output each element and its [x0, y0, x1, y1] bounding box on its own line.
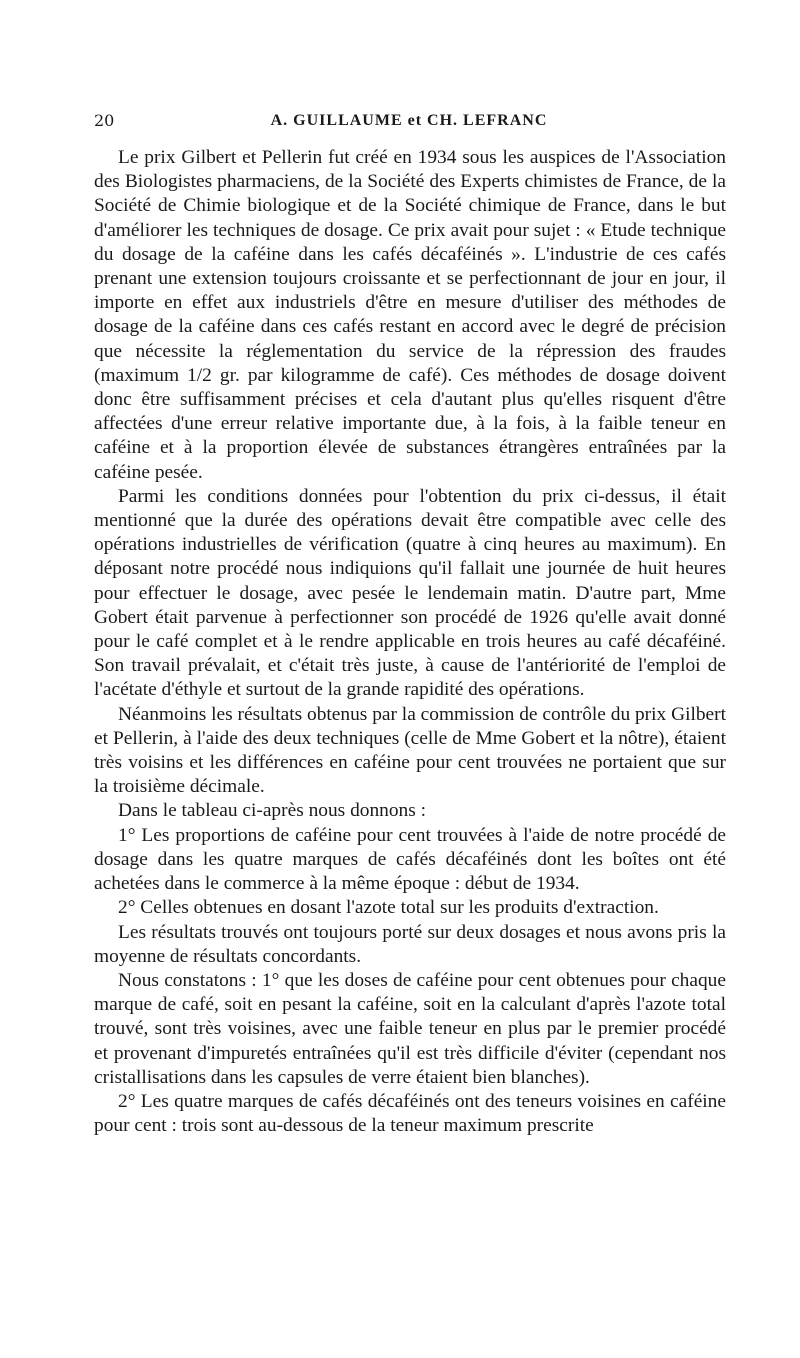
- paragraph: 2° Les quatre marques de cafés décaféinés ont des teneurs voisines en caféine pour cent : trois sont au-dessous de la teneur maximum prescrite: [94, 1090, 726, 1137]
- paragraph: 1° Les proportions de caféine pour cent trouvées à l'aide de notre procédé de dosage dans les quatre marques de cafés décaféinés dont les boîtes ont été achetées dans le commerce à la même époque : début de 1934.: [94, 824, 726, 895]
- paragraph: Néanmoins les résultats obtenus par la commission de contrôle du prix Gilbert et Pellerin, à l'aide des deux techniques (celle de Mme Gobert et la nôtre), étaient très voisins et les différences en caféine pour cent trouvées ne portaient que sur la troisième décimale.: [94, 703, 726, 798]
- paragraph: Parmi les conditions données pour l'obtention du prix ci-dessus, il était mentionné que la durée des opérations devait être compatible avec celle des opérations industrielles de vérification (quatre à cinq heures au maximum). En déposant notre procédé nous indiquions qu'il fallait une journée de huit heures pour effectuer le dosage, avec pesée le lendemain matin. D'autre part, Mme Gobert était parvenue à perfectionner son procédé de 1926 qu'elle avait donné pour le café complet et à le rendre applicable en trois heures au café décaféiné. Son travail prévalait, et c'était très juste, à cause de l'antériorité de l'emploi de l'acétate d'éthyle et surtout de la grande rapidité des opérations.: [94, 485, 726, 701]
- paragraph: Dans le tableau ci-après nous donnons :: [118, 800, 427, 822]
- paragraph: Les résultats trouvés ont toujours porté sur deux dosages et nous avons pris la moyenne de résultats concordants.: [94, 921, 726, 967]
- paragraph: 2° Celles obtenues en dosant l'azote total sur les produits d'extraction.: [118, 897, 659, 919]
- paragraph: Le prix Gilbert et Pellerin fut créé en 1934 sous les auspices de l'Association des Biologistes pharmaciens, de la Société des Experts chimistes de France, de la Société de Chimie biologique et de la Société chimique de France, dans le but d'améliorer les techniques de dosage. Ce prix avait pour sujet : « Etude technique du dosage de la caféine dans les cafés décaféinés ». L'industrie de ces cafés prenant une extension toujours croissante et se perfectionnant de jour en jour, il importe en effet aux industriels d'être en mesure d'utiliser des méthodes de dosage de la caféine dans ces cafés restant en accord avec le degré de précision que nécessite la réglementation du service de la répression des fraudes (maximum 1/2 gr. par kilogramme de café). Ces méthodes de dosage doivent donc être suffisamment précises et cela d'autant plus qu'elles risquent d'être affectées d'une erreur relative importante due, à la fois, à la faible teneur en caféine et à la proportion élevée de substances étrangères entraînées par la caféine pesée.: [94, 147, 726, 483]
- body-text: [94, 146, 726, 1138]
- paragraph: Nous constatons : 1° que les doses de caféine pour cent obtenues pour chaque marque de café, soit en pesant la caféine, soit en la calculant d'après l'azote total trouvé, sont très voisines, avec une faible teneur en plus par le premier procédé et provenant d'impuretés entraînées qu'il est très difficile d'éviter (cependant nos cristallisations dans les capsules de verre étaient bien blanches).: [94, 969, 726, 1088]
- page-header: [94, 108, 724, 134]
- running-title: A. GUILLAUME et CH. LEFRANC: [270, 112, 548, 129]
- page-number: 20: [94, 111, 115, 130]
